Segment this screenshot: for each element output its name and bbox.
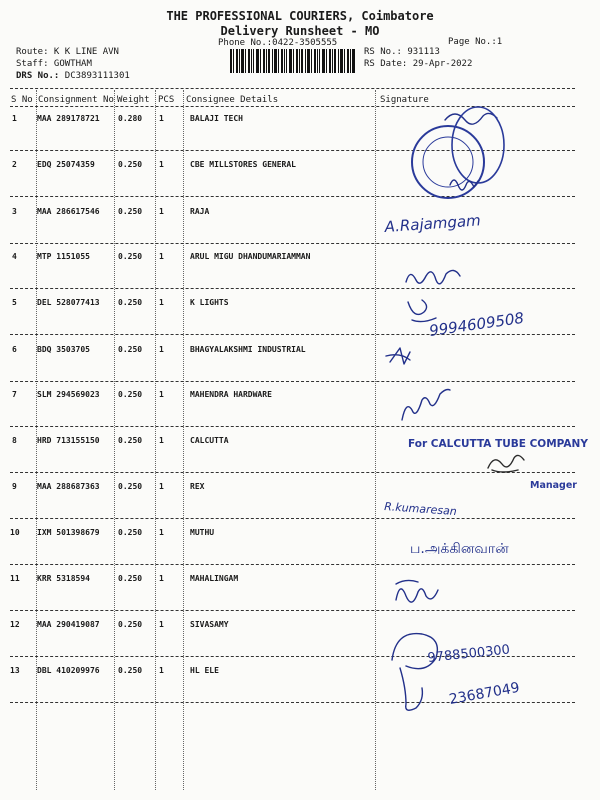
header-separator [10,88,575,89]
row-12-consignment: MAA 290419087 [37,620,100,629]
row-3-pcs: 1 [159,207,164,216]
company-name: THE PROFESSIONAL COURIERS, Coimbatore [166,9,434,23]
row-11-sno: 11 [10,574,20,583]
row-2-weight: 0.250 [118,160,143,169]
row-12-consignee: SIVASAMY [190,620,229,629]
row-13-pcs: 1 [159,666,164,675]
row-10-weight: 0.250 [118,528,143,537]
signature-row-3: A.Rajamgam [384,211,482,236]
row-7-weight: 0.250 [118,390,143,399]
row-8-weight: 0.250 [118,436,143,445]
row-8-pcs: 1 [159,436,164,445]
row-11-consignee: MAHALINGAM [190,574,239,583]
row-12-sno: 12 [10,620,20,629]
row-9-sno: 9 [12,482,17,491]
row-4-consignment: MTP 1151055 [37,252,90,261]
row-separator [10,518,575,519]
row-separator [10,381,575,382]
column-divider [183,90,184,790]
signature-row-12-scribble [392,634,437,669]
row-2-pcs: 1 [159,160,164,169]
row-9-consignment: MAA 288687363 [37,482,100,491]
drs-number [16,71,130,81]
drs-label: DRS No.: [16,71,60,81]
signature-row-13-scribble [400,668,422,710]
row-11-pcs: 1 [159,574,164,583]
row-separator [10,702,575,703]
row-separator [10,288,575,289]
row-13-sno: 13 [10,666,20,675]
row-12-pcs: 1 [159,620,164,629]
signature-row-4 [406,270,460,283]
row-4-sno: 4 [12,252,17,261]
rs-number: RS No.: 931113 [364,47,440,57]
phone-row-5: 9994609508 [428,308,526,340]
row-8-consignee: CALCUTTA [190,436,229,445]
row-5-consignee: K LIGHTS [190,298,229,307]
drs-value: DC3893111301 [64,71,130,81]
signature-row-7 [402,390,450,421]
row-4-consignee: ARUL MIGU DHANDUMARIAMMAN [190,252,311,261]
row-3-consignment: MAA 286617546 [37,207,100,216]
row-separator [10,610,575,611]
signature-row-6 [386,348,410,364]
row-13-weight: 0.250 [118,666,143,675]
row-5-sno: 5 [12,298,17,307]
row-separator [10,243,575,244]
col-weight: Weight [117,95,150,105]
row-10-consignment: IXM 501398679 [37,528,100,537]
phone-row-12: 9788500300 [426,642,511,666]
column-divider [375,90,376,790]
signature-row-9: R.kumaresan [383,500,458,519]
row-12-weight: 0.250 [118,620,143,629]
row-separator [10,656,575,657]
row-7-pcs: 1 [159,390,164,399]
column-divider [114,90,115,790]
col-signature: Signature [380,95,429,105]
row-3-sno: 3 [12,207,17,216]
stamp-manager: Manager [530,480,577,491]
row-6-pcs: 1 [159,345,164,354]
row-1-consignment: MAA 289178721 [37,114,100,123]
row-5-pcs: 1 [159,298,164,307]
row-3-consignee: RAJA [190,207,210,216]
row-separator [10,334,575,335]
row-2-consignee: CBE MILLSTORES GENERAL [190,160,296,169]
row-separator [10,472,575,473]
row-1-weight: 0.280 [118,114,143,123]
phone-row-13: 23687049 [447,679,521,708]
row-separator [10,564,575,565]
row-separator [10,106,575,107]
row-1-sno: 1 [12,114,17,123]
barcode-image [230,49,355,73]
row-7-sno: 7 [12,390,17,399]
col-consignee: Consignee Details [186,95,279,105]
row-2-consignment: EDQ 25074359 [37,160,95,169]
page-number: Page No.:1 [448,37,503,47]
row-13-consignee: HL ELE [190,666,219,675]
row-6-consignment: BDQ 3503705 [37,345,90,354]
stamp-company: For CALCUTTA TUBE COMPANY [408,438,588,450]
col-pcs: PCS [158,95,175,105]
row-4-weight: 0.250 [118,252,143,261]
row-4-pcs: 1 [159,252,164,261]
row-6-weight: 0.250 [118,345,143,354]
signature-row-5-scribble [408,300,436,322]
col-consignment: Consignment No [38,95,114,105]
row-10-sno: 10 [10,528,20,537]
row-separator [10,196,575,197]
row-separator [10,150,575,151]
row-11-consignment: KRR 5318594 [37,574,90,583]
row-13-consignment: DBL 410209976 [37,666,100,675]
row-6-consignee: BHAGYALAKSHMI INDUSTRIAL [190,345,306,354]
row-9-consignee: REX [190,482,205,491]
row-11-weight: 0.250 [118,574,143,583]
row-9-weight: 0.250 [118,482,143,491]
signature-row-10: ப.அக்கினவான் [410,541,509,557]
staff-label: Staff: GOWTHAM [16,59,92,69]
row-10-consignee: MUTHU [190,528,215,537]
row-7-consignment: SLM 294569023 [37,390,100,399]
column-divider [155,90,156,790]
row-8-sno: 8 [12,436,17,445]
phone-number: Phone No.:0422-3505555 [218,38,338,48]
row-9-pcs: 1 [159,482,164,491]
col-sno: S No [11,95,33,105]
row-1-pcs: 1 [159,114,164,123]
rs-date: RS Date: 29-Apr-2022 [364,59,473,69]
row-7-consignee: MAHENDRA HARDWARE [190,390,272,399]
signature-row-1 [445,113,497,124]
signature-row-2 [450,180,478,190]
row-5-weight: 0.250 [118,298,143,307]
signature-row-8 [488,455,524,472]
row-3-weight: 0.250 [118,207,143,216]
row-1-consignee: BALAJI TECH [190,114,243,123]
row-5-consignment: DEL 528077413 [37,298,100,307]
row-10-pcs: 1 [159,528,164,537]
row-separator [10,426,575,427]
row-6-sno: 6 [12,345,17,354]
round-stamp [412,107,504,198]
route-label: Route: K K LINE AVN [16,47,119,57]
document-title: Delivery Runsheet - MO [220,24,380,38]
row-2-sno: 2 [12,160,17,169]
signature-row-11 [396,580,438,602]
row-8-consignment: HRD 713155150 [37,436,100,445]
